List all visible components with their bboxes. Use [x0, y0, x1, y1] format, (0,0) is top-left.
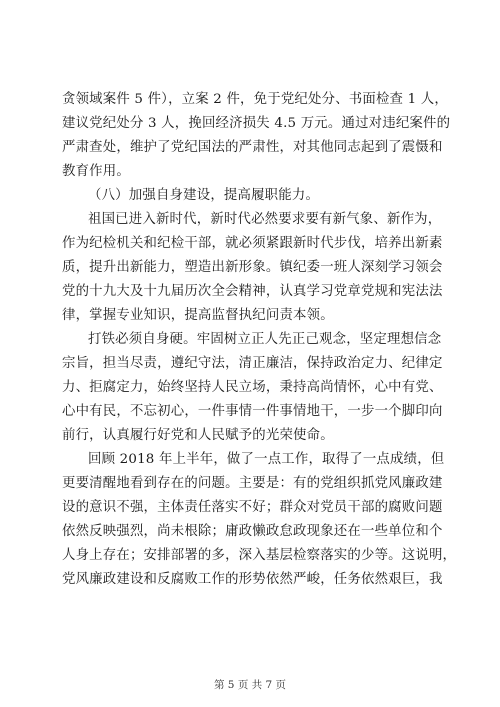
page-number: 第 5 页 共 7 页 — [213, 679, 287, 691]
text-line-11: 打铁必须自身硬。牢固树立正人先正己观念，坚定理想信念 — [88, 332, 442, 347]
text-line-17: 更要清醒地看到存在的问题。主要是：有的党组织抓党风廉政建 — [62, 476, 443, 491]
text-line-16: 回顾 2018 年上半年，做了一点工作，取得了一点成绩，但 — [88, 452, 445, 467]
section-heading: （八）加强自身建设，提高履职能力。 — [88, 188, 320, 203]
text-line-12: 宗旨，担当尽责，遵纪守法，清正廉洁，保持政治定力、纪律定 — [62, 356, 443, 371]
text-line-15: 前行，认真履行好党和人民赋予的光荣使命。 — [62, 428, 334, 443]
text-line-1: 贪领域案件 5 件），立案 2 件，免于党纪处分、书面检查 1 人， — [62, 92, 448, 107]
text-line-21: 党风廉政建设和反腐败工作的形势依然严峻，任务依然艰巨，我 — [62, 572, 443, 587]
text-line-9: 党的十九大及十九届历次全会精神，认真学习党章党规和宪法法 — [62, 284, 443, 299]
text-line-20: 人身上存在；安排部署的多，深入基层检察落实的少等。这说明， — [62, 548, 457, 563]
document-body — [62, 88, 457, 592]
text-line-6: 祖国已进入新时代，新时代必然要求要有新气象、新作为， — [88, 212, 442, 227]
text-line-14: 心中有民，不忘初心，一件事情一件事情地干，一步一个脚印向 — [62, 404, 443, 419]
text-line-10: 律，掌握专业知识，提高监督执纪问责本领。 — [62, 308, 334, 323]
text-line-2: 建议党纪处分 3 人，挽回经济损失 4.5 万元。通过对违纪案件的 — [62, 116, 451, 131]
text-line-18: 设的意识不强，主体责任落实不好；群众对党员干部的腐败问题 — [62, 500, 443, 515]
text-line-8: 质，提升出新能力，塑造出新形象。镇纪委一班人深刻学习领会 — [62, 260, 443, 275]
text-line-13: 力、拒腐定力，始终坚持人民立场，秉持高尚情怀，心中有党、 — [62, 380, 443, 395]
text-line-7: 作为纪检机关和纪检干部，就必须紧跟新时代步伐，培养出新素 — [62, 236, 443, 251]
text-line-3: 严肃查处，维护了党纪国法的严肃性，对其他同志起到了震慑和 — [62, 140, 443, 155]
text-line-19: 依然反映强烈，尚未根除；庸政懒政怠政现象还在一些单位和个 — [62, 524, 443, 539]
text-line-4: 教育作用。 — [62, 164, 130, 179]
